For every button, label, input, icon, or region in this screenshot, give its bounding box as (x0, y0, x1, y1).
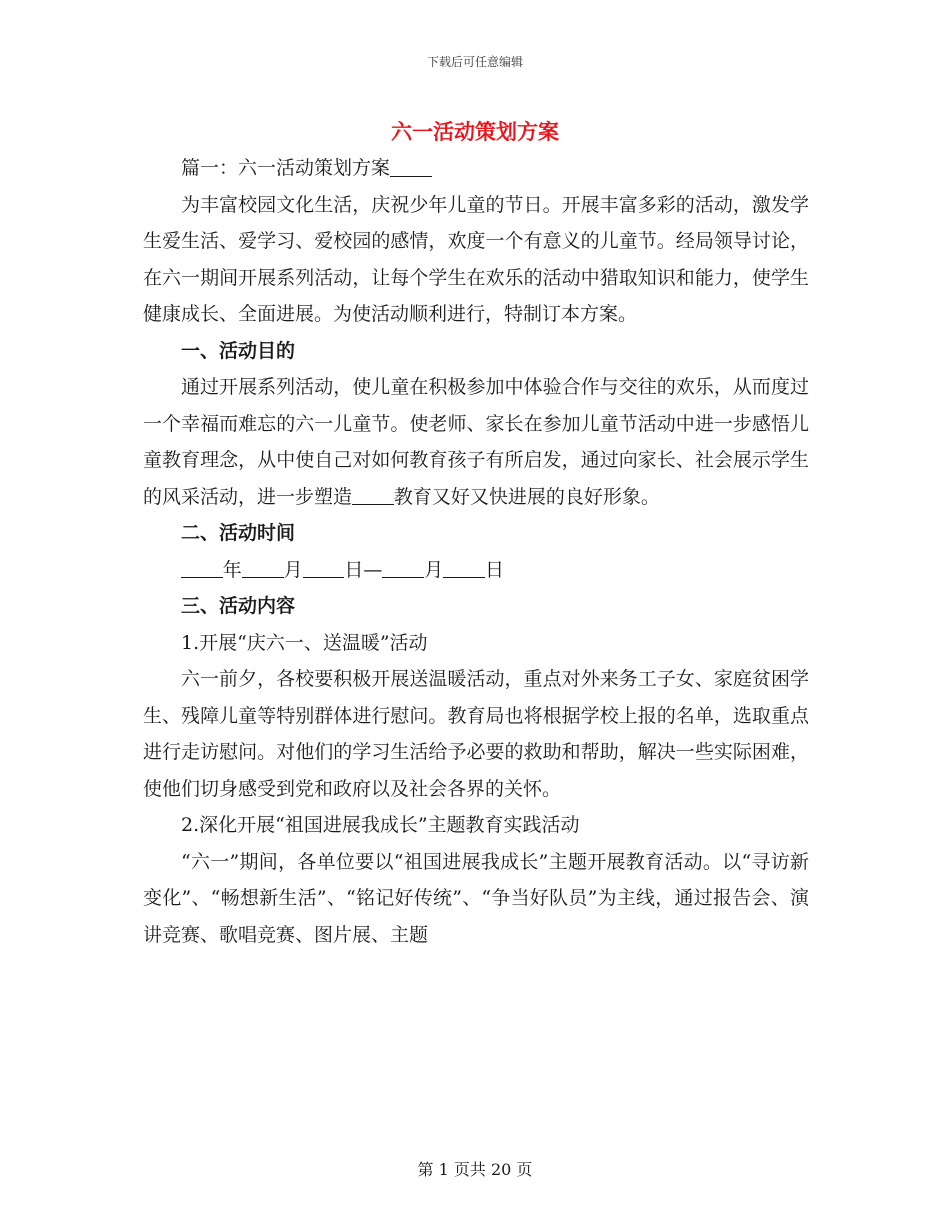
time-day2: 日 (485, 558, 505, 581)
page-header: 下载后可任意编辑 (426, 55, 523, 69)
item2-title: 2.深化开展“祖国进展我成长”主题教育实践活动 (181, 814, 580, 836)
item1-title: 1.开展“庆六一、送温暖”活动 (181, 631, 428, 654)
goal-paragraph (143, 369, 809, 515)
blank-underline (303, 558, 345, 578)
blank-underline (242, 558, 284, 578)
page-footer: 第 1 页共 20 页 (417, 1160, 533, 1179)
blank-underline (382, 558, 424, 578)
time-month2: 月 (424, 558, 444, 581)
goal-heading: 一、活动目的 (181, 339, 296, 362)
time-line (143, 552, 809, 589)
blank-underline (390, 157, 432, 177)
time-year: 年 (222, 558, 242, 581)
goal-text-a: 通过开展系列活动，使儿童在积极参加中体验合作与交往的欢乐，从而度过一个幸福而难忘的六一儿童节。使老师、家长在参加儿童节活动中进一步感悟儿童教育理念，从中使自己对如何教育孩子有所启发，通过向家长、社会展示学生的风采活动，进一步塑造 (143, 376, 809, 508)
section-label-line (143, 150, 809, 187)
time-day-dash: 日— (344, 558, 383, 581)
item1-paragraph: 六一前夕，各校要积极开展送温暖活动，重点对外来务工子女、家庭贫困学生、残障儿童等特别群体进行慰问。教育局也将根据学校上报的名单，选取重点进行走访慰问。对他们的学习生活给予必要的救助和帮助，解决一些实际困难，使他们切身感受到党和政府以及社会各界的关怀。 (143, 668, 809, 800)
blank-underline (352, 485, 394, 505)
document-body (143, 150, 809, 953)
intro-paragraph: 为丰富校园文化生活，庆祝少年儿童的节日。开展丰富多彩的活动，激发学生爱生活、爱学习、爱校园的感情，欢度一个有意义的儿童节。经局领导讨论，在六一期间开展系列活动，让每个学生在欢乐的活动中猎取知识和能力，使学生健康成长、全面进展。为使活动顺利进行，特制订本方案。 (143, 193, 809, 325)
time-heading: 二、活动时间 (181, 522, 296, 544)
item2-paragraph: “六一”期间，各单位要以“祖国进展我成长”主题开展教育活动。以“寻访新变化”、“畅想新生活”、“铭记好传统”、“争当好队员”为主线，通过报告会、演讲竞赛、歌唱竞赛、图片展、主题 (143, 850, 809, 946)
blank-underline (181, 558, 223, 578)
content-heading: 三、活动内容 (181, 595, 296, 617)
section-label: 篇一：六一活动策划方案 (181, 157, 391, 179)
blank-underline (443, 558, 485, 578)
document-title: 六一活动策划方案 (391, 119, 559, 144)
time-month: 月 (283, 558, 303, 581)
goal-text-b: 教育又好又快进展的良好形象。 (393, 485, 660, 508)
